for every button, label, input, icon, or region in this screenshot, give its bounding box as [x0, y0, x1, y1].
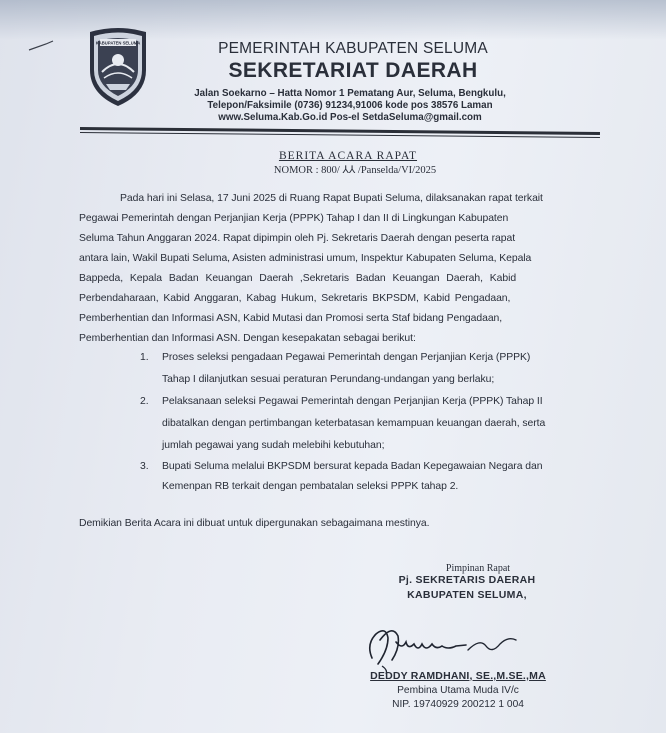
phone-line: Telepon/Faksimile (0736) 91234,91006 kode pos 38576 Laman: [207, 100, 493, 111]
website-link[interactable]: www.Seluma.Kab.Go.id: [218, 112, 328, 123]
signatory-rank: Pembina Utama Muda IV/c: [397, 685, 519, 696]
body-line: Seluma Tahun Anggaran 2024. Rapat dipimpin oleh Pj. Sekretaris Daerah dengan peserta rapat: [79, 233, 516, 244]
body-line: Perbendaharaan, Kabid Anggaran, Kabag Hukum, Sekretaris BKPSDM, Kabid Pengadaan,: [79, 293, 511, 304]
point-line: Tahap I dilanjutkan sesuai peraturan Perundang-undangan yang berlaku;: [162, 374, 495, 385]
body-line: Bappeda, Kepala Badan Keuangan Daerah ,Sekretaris Badan Keuangan Daerah, Kabid: [79, 273, 517, 284]
point-line: jumlah pegawai yang sudah melebihi kebutuhan;: [162, 440, 385, 451]
pen-mark: [28, 40, 54, 52]
government-name: PEMERINTAH KABUPATEN SELUMA: [218, 40, 488, 57]
point-line: Kemenpan RB terkait dengan pembatalan seleksi PPPK tahap 2.: [162, 481, 459, 492]
signatory-nip: NIP. 19740929 200212 1 004: [392, 699, 524, 710]
address-line: Jalan Soekarno – Hatta Nomor 1 Pematang Aur, Seluma, Bengkulu,: [194, 88, 506, 99]
signatory-region: KABUPATEN SELUMA,: [407, 589, 527, 601]
point-line: Bupati Seluma melalui BKPSDM bersurat kepada Badan Kepegawaian Negara dan: [162, 461, 543, 472]
document-number: NOMOR : 800/ ⅄⅄ /Panselda/VI/2025: [273, 165, 437, 176]
body-line: Pada hari ini Selasa, 17 Juni 2025 di Ruang Rapat Bupati Seluma, dilaksanakan rapat terkait: [120, 193, 543, 204]
svg-text:KABUPATEN SELUMA: KABUPATEN SELUMA: [95, 40, 141, 46]
point-line: dibatalkan dengan pertimbangan keterbatasan kemampuan keuangan daerah, serta: [162, 418, 546, 429]
body-line: Pegawai Pemerintah dengan Perjanjian Kerja (PPPK) Tahap I dan II di Lingkungan Kabupaten: [79, 213, 509, 224]
body-line: Pemberhentian dan Informasi ASN, Kabid Mutasi dan Promosi serta Staf bidang Pengadaan,: [79, 313, 503, 324]
office-name: SEKRETARIAT DAERAH: [228, 59, 478, 82]
body-line: antara lain, Wakil Bupati Seluma, Asisten administrasi umum, Inspektur Kabupaten Seluma, Kepala: [79, 253, 532, 264]
point-number: 1.: [140, 352, 149, 363]
closing-line: Demikian Berita Acara ini dibuat untuk dipergunakan sebagaimana mestinya.: [79, 518, 430, 529]
point-number: 2.: [140, 396, 149, 407]
signature-label: Pimpinan Rapat: [445, 563, 511, 574]
body-line: Pemberhentian dan Informasi ASN. Dengan kesepakatan sebagai berikut:: [79, 333, 416, 344]
posel-label: Pos-el: [330, 112, 360, 123]
seluma-regency-logo: [86, 26, 150, 108]
signatory-position: Pj. SEKRETARIS DAERAH: [398, 574, 536, 586]
point-line: Proses seleksi pengadaan Pegawai Pemerintah dengan Perjanjian Kerja (PPPK): [162, 352, 531, 363]
email-link[interactable]: SetdaSeluma@gmail.com: [362, 112, 482, 123]
signatory-name: DEDDY RAMDHANI, SE.,M.SE.,MA: [370, 670, 546, 682]
contact-line: [180, 112, 520, 123]
point-line: Pelaksanaan seleksi Pegawai Pemerintah dengan Perjanjian Kerja (PPPK) Tahap II: [162, 396, 543, 407]
point-number: 3.: [140, 461, 149, 472]
document-title: BERITA ACARA RAPAT: [278, 150, 418, 162]
